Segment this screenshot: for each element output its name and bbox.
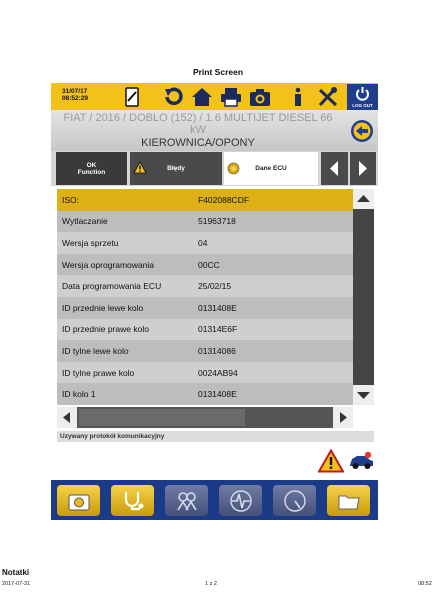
row-value: 01314E6F (198, 324, 238, 335)
table-row[interactable] (57, 297, 353, 319)
table-row[interactable] (57, 340, 353, 362)
gauge-icon (282, 489, 308, 513)
warning-icon[interactable] (318, 449, 344, 473)
tab-bledy[interactable] (130, 152, 222, 185)
status-dot-icon (227, 162, 240, 175)
table-row[interactable] (57, 275, 353, 297)
row-key: ID kolo 1 (62, 389, 96, 400)
notes-label: Notatki (2, 568, 30, 577)
row-key: ID tylne lewe kolo (62, 345, 129, 356)
row-value: 0131408E (198, 302, 237, 313)
chevron-left-icon (321, 152, 348, 185)
date-text: 31/07/17 (62, 88, 88, 95)
system-name: KIEROWNICA/OPONY (141, 137, 255, 149)
camera-icon (66, 489, 92, 513)
table-row[interactable] (57, 383, 353, 405)
scroll-up-button[interactable] (353, 189, 374, 209)
row-value: 25/02/15 (198, 281, 232, 292)
warning-icon (133, 161, 147, 174)
row-key: Data programowania ECU (62, 281, 162, 292)
datetime (62, 88, 88, 102)
print-icon[interactable] (219, 85, 243, 108)
footer-date: 2017-07-31 (2, 581, 31, 587)
vehicle-title: FIAT / 2016 / DOBLO (152) / 1.6 MULTIJET DIESEL 66 kW (63, 112, 333, 136)
row-key: Wytlaczanie (62, 216, 108, 227)
chevron-right-icon (350, 152, 376, 185)
nav-folder-button[interactable] (327, 485, 370, 516)
protocol-label: Uzywany protokół komunikacyjny (57, 431, 374, 442)
vertical-scrollbar[interactable] (353, 189, 374, 405)
row-key: ID przednie lewe kolo (62, 302, 144, 313)
scroll-right-button[interactable] (333, 407, 353, 428)
table-row[interactable] (57, 362, 353, 384)
mobile-device-icon[interactable] (120, 85, 144, 108)
folder-icon (336, 489, 362, 513)
nav-camera-button[interactable] (57, 485, 100, 516)
tab-label: OK Function (77, 161, 106, 176)
table-row[interactable] (57, 254, 353, 276)
row-value: 00CC (198, 259, 220, 270)
home-icon[interactable] (190, 85, 214, 108)
stethoscope-icon (120, 489, 146, 513)
tab-label: Błędy (167, 165, 185, 172)
undo-icon[interactable] (161, 85, 185, 108)
row-key: ISO: (62, 194, 80, 205)
tab-ok-function[interactable] (56, 152, 127, 185)
triangle-down-icon (353, 385, 374, 405)
tab-dane-ecu[interactable] (224, 152, 318, 185)
scroll-left-button[interactable] (57, 407, 77, 428)
triangle-up-icon (353, 189, 374, 209)
horizontal-scroll-thumb[interactable] (79, 409, 245, 426)
info-icon[interactable] (286, 85, 310, 108)
table-row[interactable] (57, 232, 353, 254)
row-value: F402088CDF (198, 194, 250, 205)
tab-prev-button[interactable] (321, 152, 348, 185)
triangle-left-icon (57, 407, 77, 428)
camera-icon[interactable] (248, 85, 272, 108)
back-button[interactable] (350, 119, 374, 143)
footer-time: 08:52 (418, 581, 432, 587)
waveform-icon (228, 489, 254, 513)
row-value: 51963718 (198, 216, 236, 227)
table-row[interactable] (57, 189, 353, 211)
row-value: 01314086 (198, 345, 236, 356)
vehicle-connection-icon[interactable] (348, 450, 375, 472)
nav-diagnostics-button[interactable] (111, 485, 154, 516)
tab-label: Dane ECU (255, 165, 287, 172)
logout-label: LOG OUT (352, 103, 373, 108)
tools-icon[interactable] (316, 85, 340, 108)
footer-page: 1 z 2 (205, 581, 217, 587)
time-text: 08:52:29 (62, 95, 89, 102)
table-row[interactable] (57, 211, 353, 233)
row-key: ID przednie prawe kolo (62, 324, 149, 335)
row-key: ID tylne prawe kolo (62, 367, 135, 378)
row-value: 0024AB94 (198, 367, 238, 378)
row-value: 04 (198, 237, 208, 248)
page-title: Print Screen (192, 67, 244, 77)
power-icon (355, 86, 370, 101)
row-key: Wersja sprzetu (62, 237, 119, 248)
table-row[interactable] (57, 319, 353, 341)
row-key: Wersja oprogramowania (62, 259, 154, 270)
people-icon (174, 489, 200, 513)
back-arrow-icon (350, 119, 374, 143)
nav-measure-button[interactable] (273, 485, 316, 516)
scroll-down-button[interactable] (353, 385, 374, 405)
triangle-right-icon (333, 407, 353, 428)
row-value: 0131408E (198, 389, 237, 400)
nav-service-button[interactable] (165, 485, 208, 516)
nav-oscilloscope-button[interactable] (219, 485, 262, 516)
tab-next-button[interactable] (350, 152, 376, 185)
